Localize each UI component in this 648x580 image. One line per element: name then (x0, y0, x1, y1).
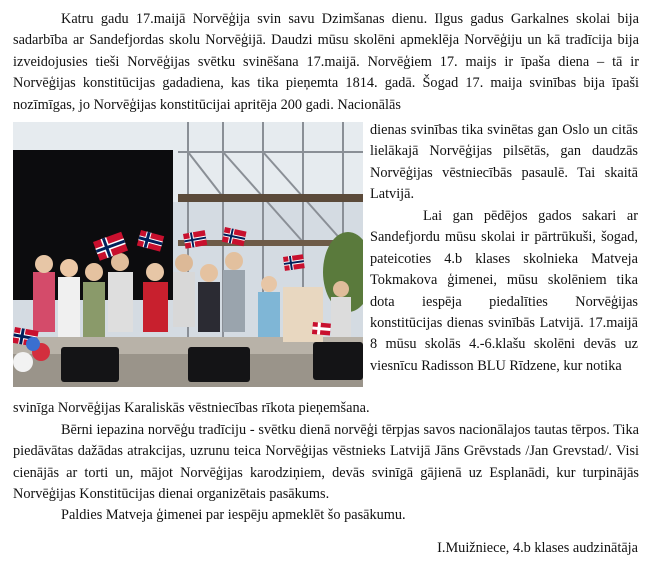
photo-children-with-norwegian-flags-icon (13, 122, 363, 387)
paragraph-side-1: dienas svinības tika svinētas gan Oslo un citās lielākajā Norvēģijas pilsētās, gan daudzās Norvēģijas vēstniecībās pasaulē. Tai skaitā Latvijā. (370, 122, 638, 203)
paragraph-intro: Katru gadu 17.maijā Norvēģija svin savu Dzimšanas dienu. Ilgus gadus Garkalnes skolai bija sadarbība ar Sandefjordas skolu Norvēģijā. Daudzi mūsu skolēni apmeklēja Norvēģiju un kā tradīcija bija izveidojusies tieši Norvēģijas svētku svinēšana 17.maijā. Norvēģiem 17. maijs ir īpaša diena – tā ir Norvēģijas konstitūcijas gadadiena, kas tika pieņemta 1814. gadā. Šogad 17. maija svinības bija īpaši nozīmīgas, jo Norvēģijas konstitūcijai apritēja 200 gadi. Nacionālās (13, 11, 639, 113)
paragraph-tradition: Bērni iepazina norvēģu tradīciju - svētku dienā norvēģi tērpjas savos nacionālajos tautas tērpos. Tika piedāvātas dažādas atrakcijas, uzrunu teica Norvēģijas vēstnieks Latvijā Jāns Grēvstads /Jan Grevstad/. Visi cienājās ar torti un, mājot Norvēģijas karodziņiem, devās svinīgā gājienā uz Esplanādi, kur turpinājās Norvēģijas Konstitūcijas dienai organizētais pasākums. (13, 422, 639, 503)
signature: I.Muižniece, 4.b klases audzinātāja (437, 540, 638, 556)
paragraph-reception: svinīga Norvēģijas Karaliskās vēstniecības rīkota pieņemšana. (13, 400, 370, 416)
paragraph-side-2: Lai gan pēdējos gados sakari ar Sandefjordu mūsu skolai ir pārtrūkuši, šogad, pateicoties 4.b klases skolnieka Matveja Tokmakova ģimenei, mūsu skolēniem tika dota iespēja piedalīties Norvēģijas konstitūcijas dienas svinībās Latvijā. 17.maijā 8 mūsu skolās 4.-6.klašu skolēni devās uz viesnīcu Radisson BLU Rīdzene, kur notika (370, 208, 638, 374)
paragraph-thanks: Paldies Matveja ģimenei par iespēju apmeklēt šo pasākumu. (61, 507, 406, 523)
event-photo (13, 122, 363, 387)
